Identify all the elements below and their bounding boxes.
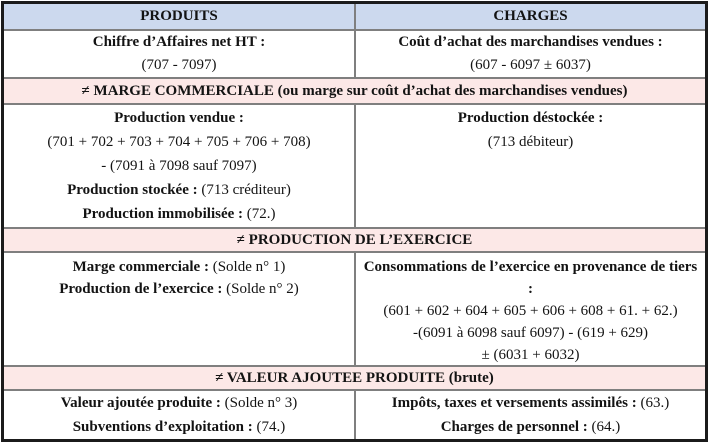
- line-label: Production de l’exercice :: [59, 281, 223, 297]
- cell-impots-personnel: [356, 391, 705, 439]
- line-label: Valeur ajoutée produite :: [60, 395, 221, 411]
- table-header-row: [4, 4, 705, 31]
- line-label: Production immobilisée :: [82, 206, 244, 222]
- line-value: (Solde n° 3): [224, 395, 298, 411]
- line-label: Marge commerciale :: [72, 259, 209, 275]
- line-value: (63.): [640, 395, 670, 411]
- line-label: Charges de personnel :: [440, 419, 588, 435]
- cell-formula: (713 débiteur): [487, 134, 574, 150]
- labeled-line: [4, 415, 354, 439]
- row-production: [4, 105, 705, 229]
- cell-formula: (701 + 702 + 703 + 704 + 705 + 706 + 708): [47, 134, 311, 150]
- row-soldes-consommations: [4, 253, 705, 367]
- labeled-line: [4, 202, 354, 226]
- cell-title: Coût d’achat des marchandises vendues :: [398, 34, 663, 50]
- line-value: (72.): [246, 206, 276, 222]
- cell-formula: (601 + 602 + 604 + 605 + 606 + 608 + 61. + 62.): [383, 303, 678, 319]
- line-value: (74.): [256, 419, 286, 435]
- cell-title: Chiffre d’Affaires net HT :: [92, 34, 266, 50]
- cell-title: Production vendue :: [114, 110, 244, 126]
- cell-consommations: [356, 253, 705, 365]
- labeled-line: [356, 391, 705, 415]
- cell-formula: - (7091 à 7098 sauf 7097): [101, 158, 257, 174]
- cell-formula: (707 - 7097): [141, 57, 217, 73]
- cell-production-vendue: [4, 105, 356, 227]
- cell-valeur-ajoutee: [4, 391, 356, 439]
- line-label: Impôts, taxes et versements assimilés :: [391, 395, 637, 411]
- band-valeur-ajoutee: ≠ VALEUR AJOUTEE PRODUITE (brute): [4, 367, 705, 391]
- labeled-line: [4, 278, 354, 300]
- cell-formula: -(6091 à 6098 sauf 6097) - (619 + 629): [412, 325, 649, 341]
- labeled-line: [4, 391, 354, 415]
- header-produits: PRODUITS: [4, 4, 356, 29]
- cell-chiffre-affaires: [4, 31, 356, 77]
- sig-table: [1, 1, 708, 442]
- header-charges: CHARGES: [493, 8, 568, 24]
- cell-title: Consommations de l’exercice en provenance de tiers :: [363, 259, 698, 297]
- band-production-exercice: ≠ PRODUCTION DE L’EXERCICE: [4, 229, 705, 253]
- cell-title: Production déstockée :: [457, 110, 604, 126]
- cell-production-destockee: [356, 105, 705, 227]
- band-marge-commerciale: ≠ MARGE COMMERCIALE (ou marge sur coût d’achat des marchandises vendues): [4, 79, 705, 105]
- cell-soldes: [4, 253, 356, 365]
- labeled-line: [356, 415, 705, 439]
- cell-cout-achat: [356, 31, 705, 77]
- labeled-line: [4, 256, 354, 278]
- line-value: (713 créditeur): [201, 182, 291, 198]
- cell-formula: ± (6031 + 6032): [481, 347, 580, 363]
- line-label: Subventions d’exploitation :: [72, 419, 253, 435]
- line-label: Production stockée :: [67, 182, 198, 198]
- line-value: (64.): [591, 419, 621, 435]
- row-valeur-ajoutee-charges: [4, 391, 705, 439]
- line-value: (Solde n° 1): [212, 259, 286, 275]
- cell-formula: (607 - 6097 ± 6037): [470, 57, 591, 73]
- line-value: (Solde n° 2): [226, 281, 299, 297]
- labeled-line: [4, 178, 354, 202]
- row-chiffre-affaires: [4, 31, 705, 79]
